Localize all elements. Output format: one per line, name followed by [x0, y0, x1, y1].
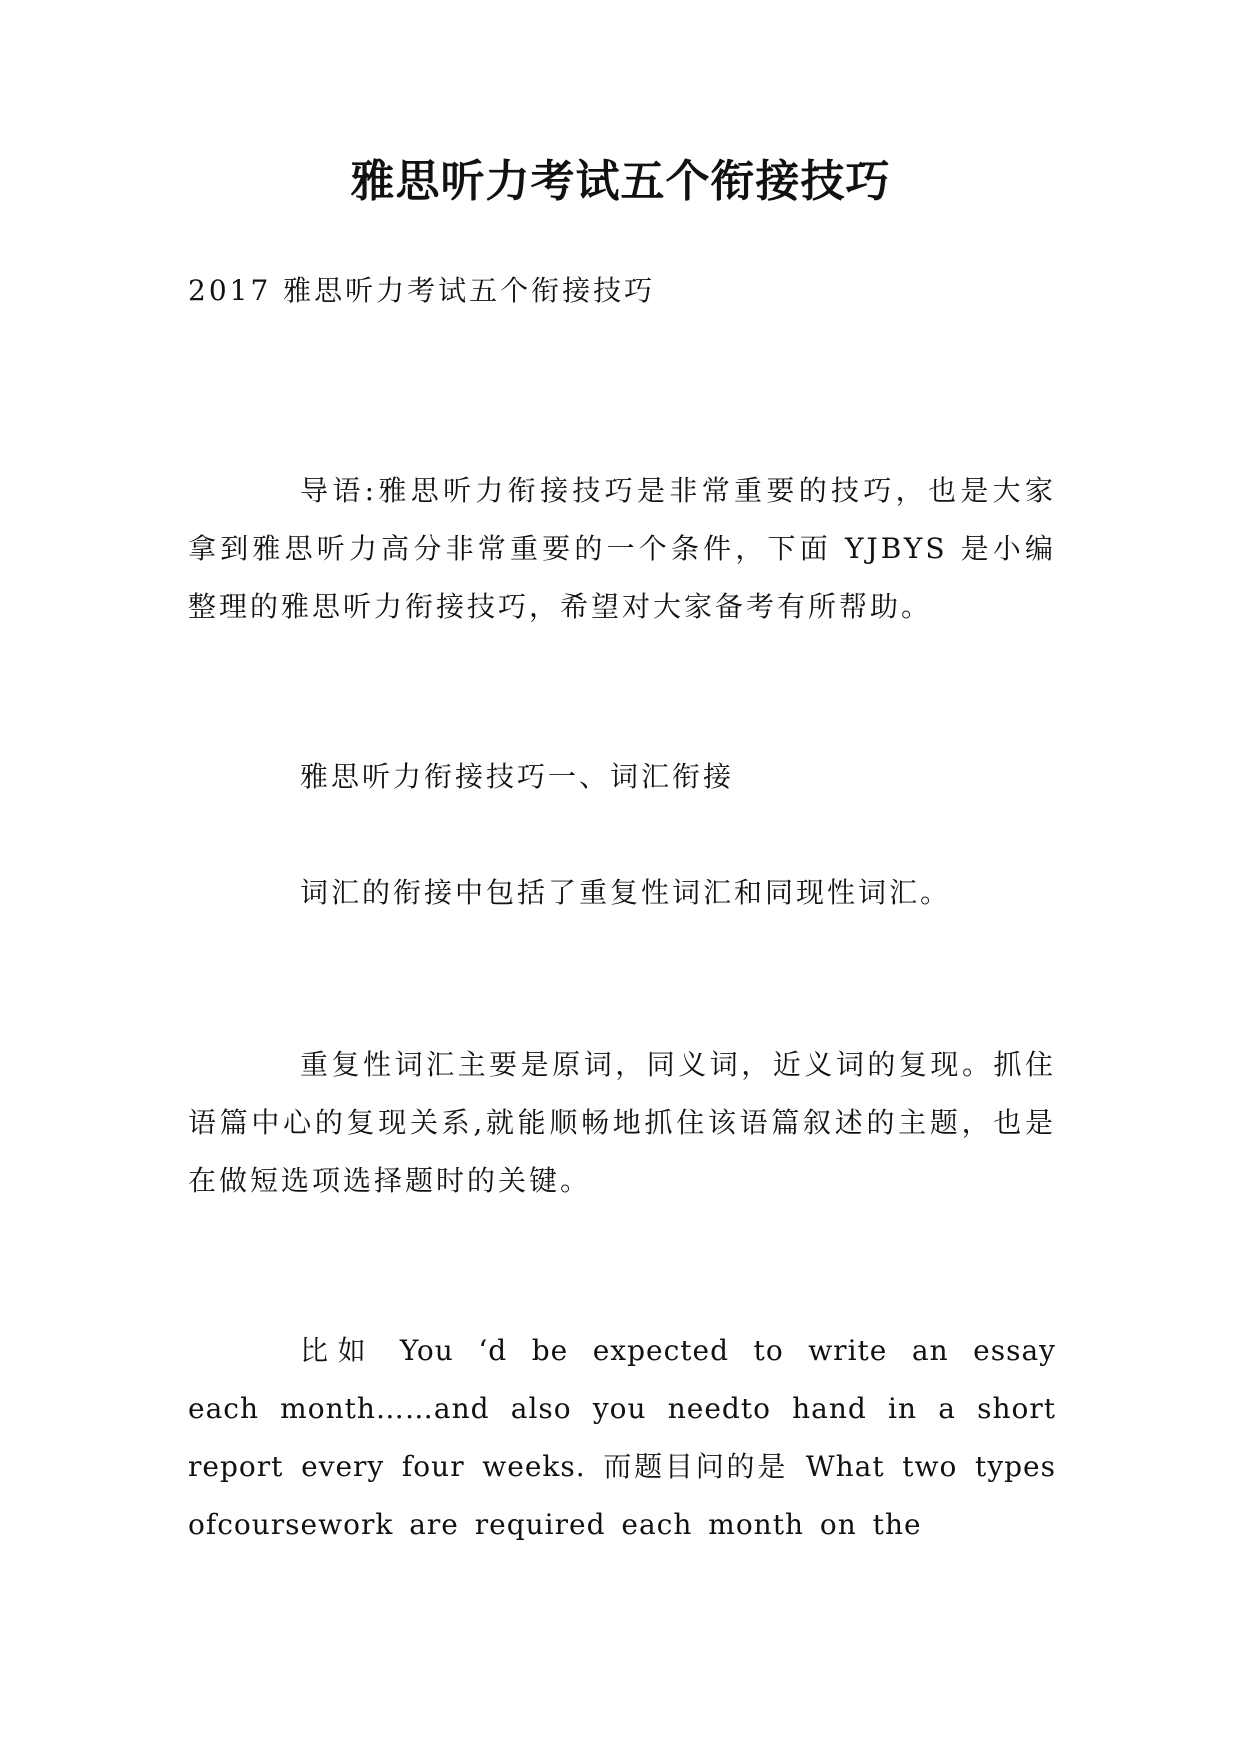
section-heading: 雅思听力衔接技巧一、词汇衔接 — [300, 760, 735, 793]
body-paragraph: 重复性词汇主要是原词，同义词，近义词的复现。抓住语篇中心的复现关系,就能顺畅地抓住该语篇叙述的主题，也是在做短选项选择题时的关键。 — [188, 1048, 1056, 1197]
body-paragraph: 比如 You ‘d be expected to write an essay each month……and also you needto hand in a short report every four weeks. 而题目问的是 What two types ofcoursework are required each month on the — [188, 1334, 1056, 1541]
intro-paragraph: 导语:雅思听力衔接技巧是非常重要的技巧，也是大家拿到雅思听力高分非常重要的一个条件，下面 YJBYS 是小编整理的雅思听力衔接技巧，希望对大家备考有所帮助。 — [188, 474, 1056, 623]
body-paragraph: 词汇的衔接中包括了重复性词汇和同现性词汇。 — [300, 876, 952, 909]
document-title: 雅思听力考试五个衔接技巧 — [350, 156, 891, 207]
document-subtitle: 2017 雅思听力考试五个衔接技巧 — [188, 274, 656, 307]
